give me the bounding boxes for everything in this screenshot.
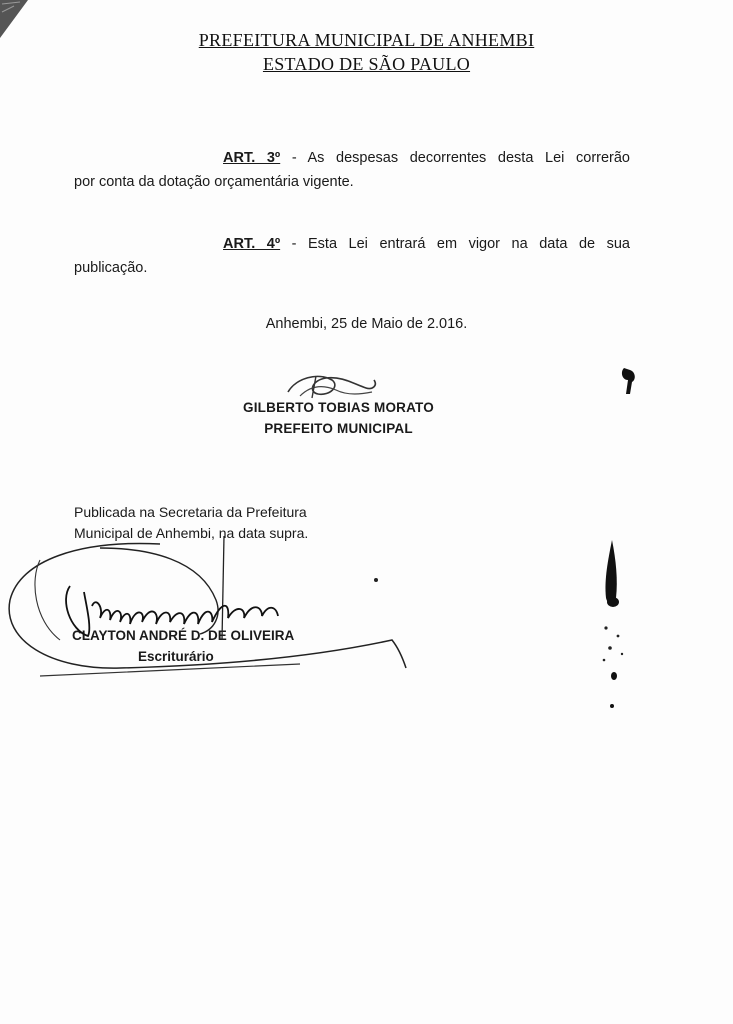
article-4-text: - Esta Lei entrará em vigor na data de sua — [280, 236, 630, 252]
publication-line-2: Municipal de Anhembi, na data supra. — [74, 525, 309, 541]
article-3-text: - As despesas decorrentes desta Lei correrão — [280, 150, 630, 166]
article-3-label: ART. 3º — [223, 150, 281, 166]
mayor-name: GILBERTO TOBIAS MORATO — [243, 400, 434, 415]
article-4-label: ART. 4º — [223, 236, 281, 252]
publication-line-1: Publicada na Secretaria da Prefeitura — [74, 504, 307, 520]
article-3 — [74, 146, 630, 194]
mayor-title: PREFEITO MUNICIPAL — [264, 421, 413, 436]
article-4-continuation: publicação. — [74, 260, 148, 276]
header-state: ESTADO DE SÃO PAULO — [262, 54, 471, 74]
clerk-name: CLAYTON ANDRÉ D. DE OLIVEIRA — [72, 628, 295, 643]
article-3-continuation: por conta da dotação orçamentária vigente. — [74, 174, 354, 190]
article-4 — [74, 232, 630, 280]
publication-note — [74, 502, 394, 544]
date-line: Anhembi, 25 de Maio de 2.016. — [265, 316, 468, 332]
header-municipality: PREFEITURA MUNICIPAL DE ANHEMBI — [198, 30, 535, 50]
clerk-title: Escriturário — [138, 649, 214, 664]
